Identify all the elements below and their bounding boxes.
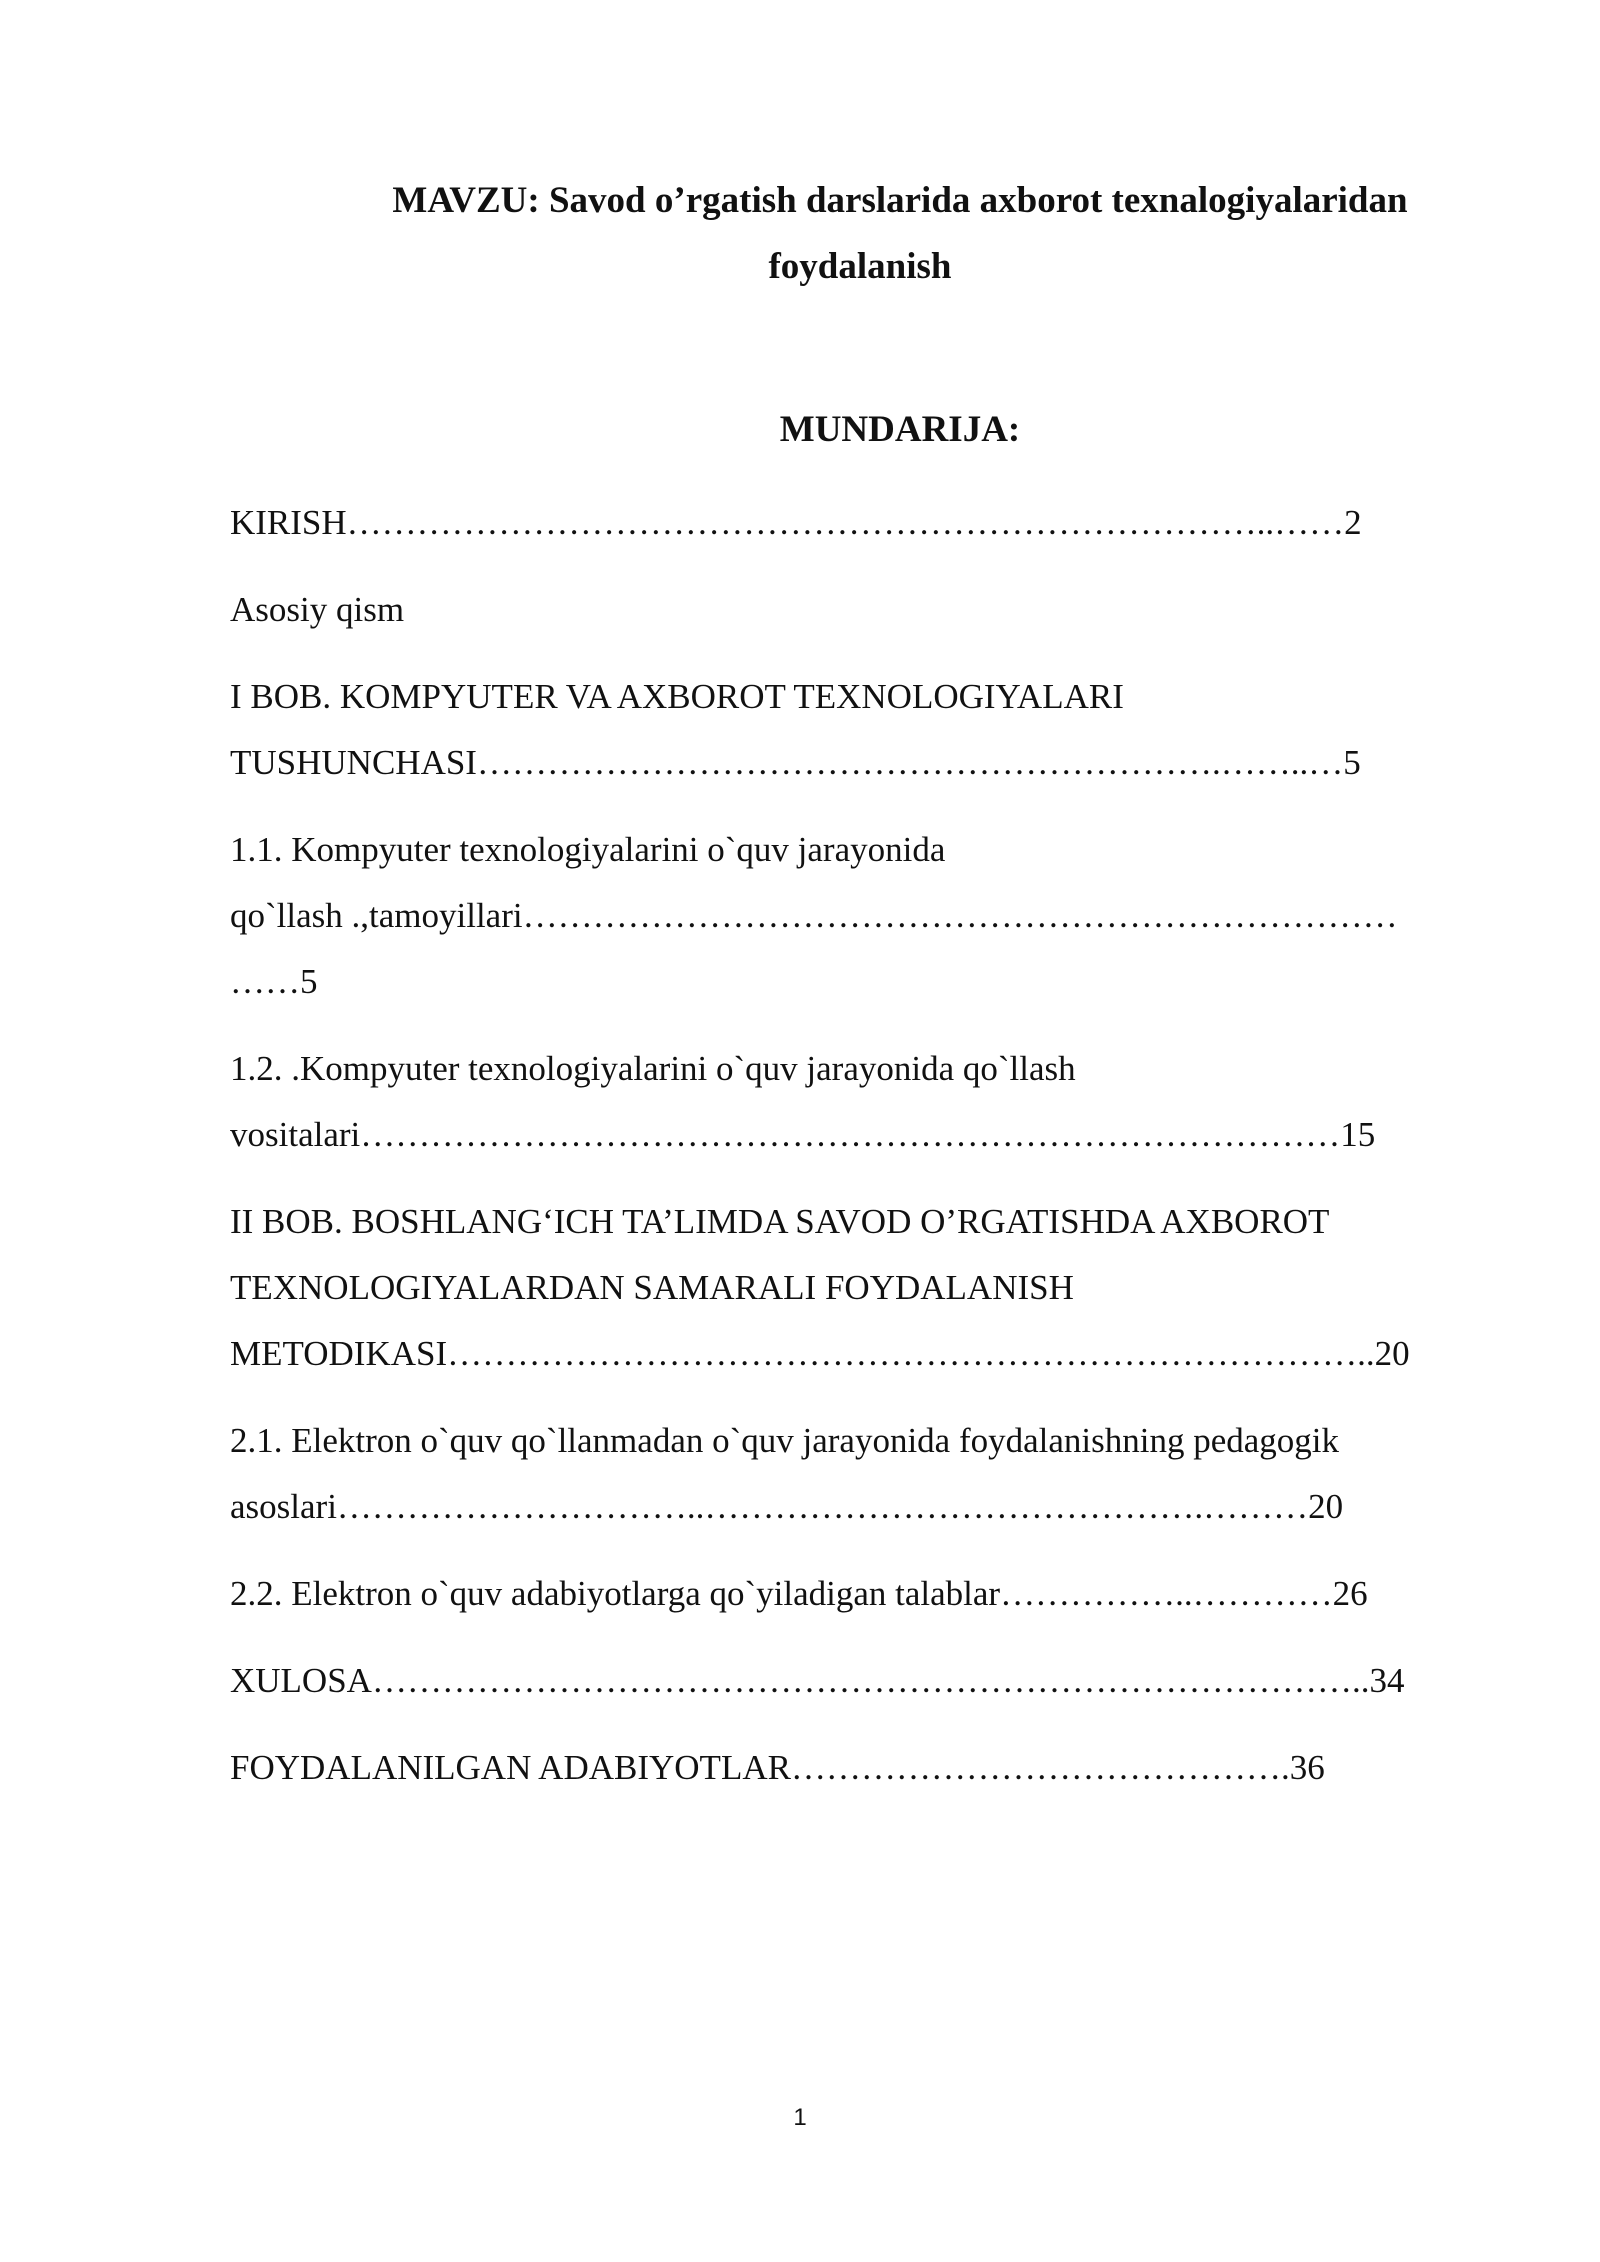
toc-entry	[230, 1561, 1490, 1627]
toc-entry-line: Asosiy qism	[230, 590, 405, 629]
toc-entry	[230, 490, 1490, 556]
toc-entry-line: 1.1. Kompyuter texnologiyalarini o`quv jarayonida	[230, 830, 946, 869]
toc-entry	[230, 817, 1490, 1015]
toc-entry-line: I BOB. KOMPYUTER VA AXBOROT TEXNOLOGIYALARI	[230, 677, 1124, 716]
toc-entry-line: METODIKASI……………………………………………………………………..20	[230, 1334, 1410, 1373]
toc-entry-line: TEXNOLOGIYALARDAN SAMARALI FOYDALANISH	[230, 1268, 1074, 1307]
title-line-2: foydalanish	[768, 246, 952, 287]
toc-entry-line: II BOB. BOSHLANG‘ICH TA’LIMDA SAVOD O’RGATISHDA AXBOROT	[230, 1202, 1330, 1241]
toc-entry-line: 1.2. .Kompyuter texnologiyalarini o`quv jarayonida qo`llash	[230, 1049, 1076, 1088]
toc-entry-line: asoslari…………………………..…………………………………….………20	[230, 1487, 1344, 1526]
contents-heading: MUNDARIJA:	[779, 409, 1021, 450]
toc-entry-line: ……5	[230, 962, 318, 1001]
toc-entry	[230, 1408, 1490, 1540]
toc-entry-line: vositalari…………………………………………………………………………15	[230, 1115, 1376, 1154]
document-title	[230, 168, 1490, 300]
page-number: 1	[793, 2104, 807, 2131]
toc-entry-line: 2.2. Elektron o`quv adabiyotlarga qo`yiladigan talablar……………..…………26	[230, 1574, 1368, 1613]
toc-entry	[230, 1036, 1490, 1168]
toc-entry-line: TUSHUNCHASI……………………………………………………….……..…5	[230, 743, 1361, 782]
toc-entry-line: qo`llash .,tamoyillari…………………………………………………………………	[230, 896, 1398, 935]
toc-entry	[230, 1189, 1490, 1387]
toc-entry	[230, 1735, 1490, 1801]
toc-entry	[230, 1648, 1490, 1714]
toc-entry	[230, 577, 1490, 643]
toc-entry-line: 2.1. Elektron o`quv qo`llanmadan o`quv jarayonida foydalanishning pedagogik	[230, 1421, 1340, 1460]
toc-entry-line: XULOSA…………………………………………………………………………..34	[230, 1661, 1405, 1700]
title-line-1: MAVZU: Savod o’rgatish darslarida axborot texnalogiyalaridan	[392, 180, 1408, 221]
toc-entry-line: FOYDALANILGAN ADABIYOTLAR…………………………………….36	[230, 1748, 1325, 1787]
toc-entry	[230, 664, 1490, 796]
table-of-contents	[230, 490, 1490, 1822]
toc-entry-line: KIRISH……………………………………………………………………..……2	[230, 503, 1362, 542]
